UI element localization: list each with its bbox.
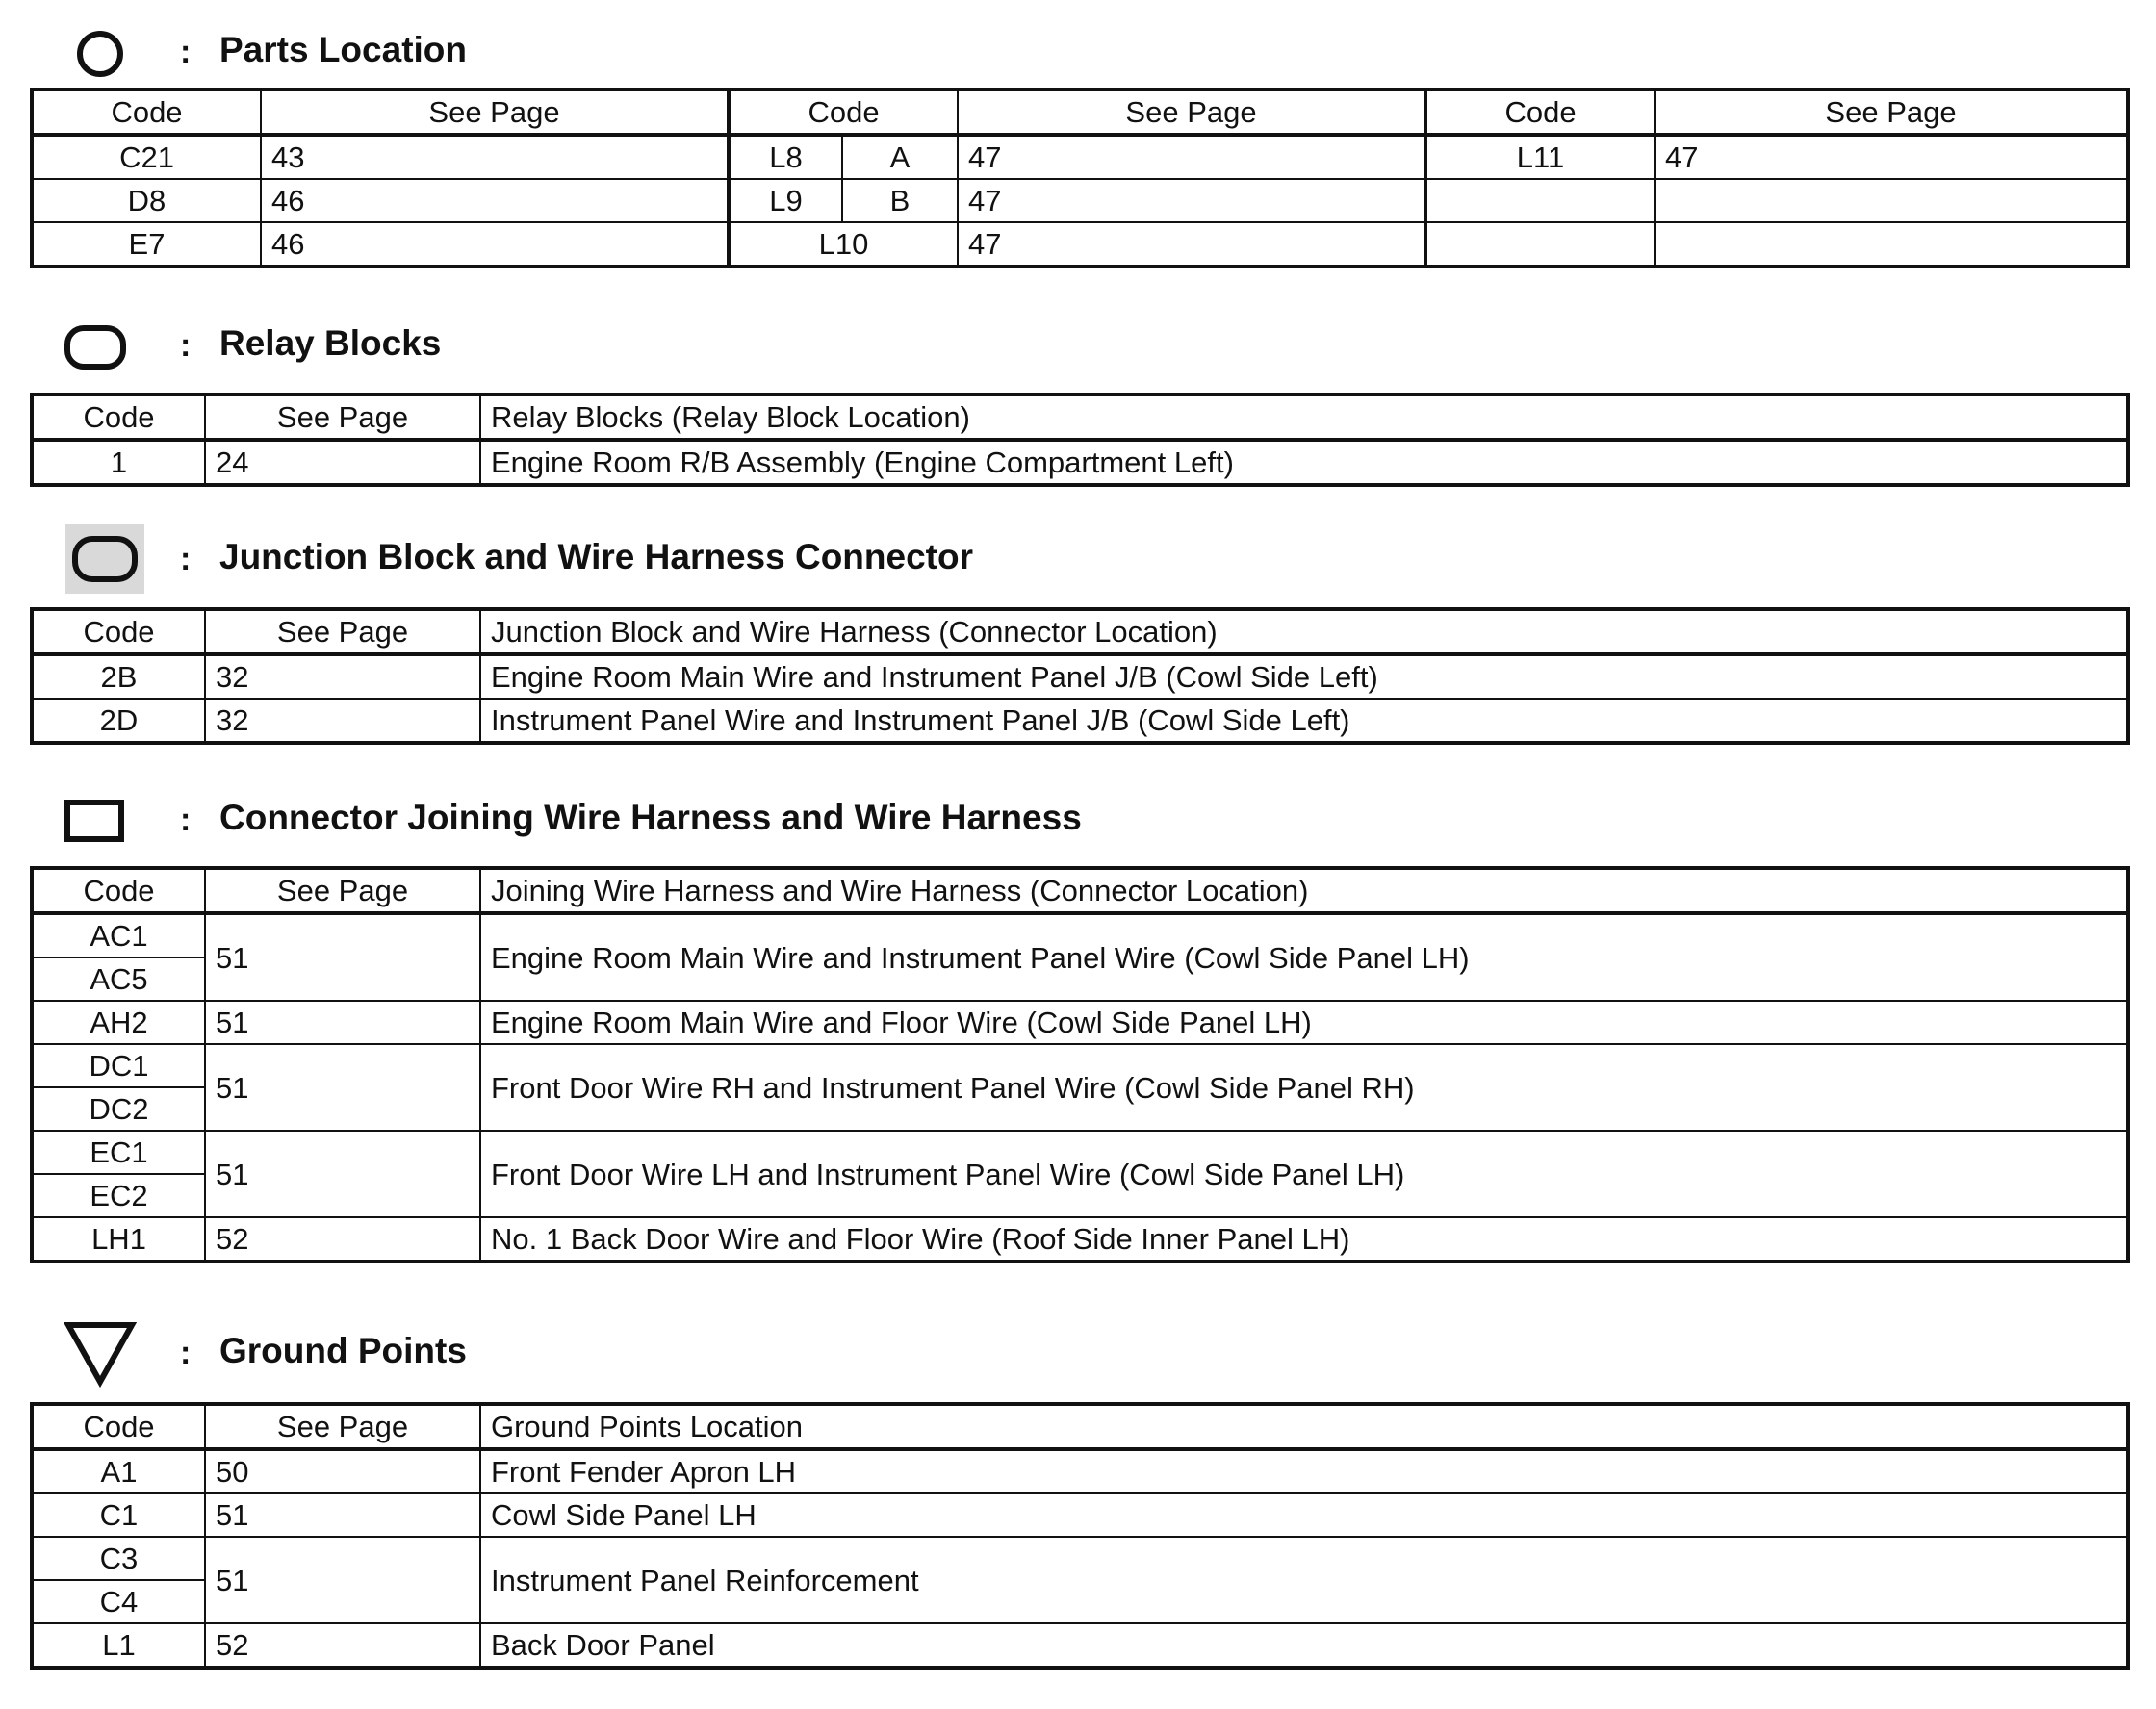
page-cell: 47 [958, 135, 1425, 179]
column-header: Junction Block and Wire Harness (Connector Location) [480, 609, 2128, 654]
code-cell: C3 [32, 1537, 205, 1580]
column-header: Code [1425, 89, 1655, 135]
table-header-row [32, 868, 2128, 913]
code-cell: L11 [1425, 135, 1655, 179]
code-cell: 2B [32, 654, 205, 699]
description-cell: Engine Room Main Wire and Floor Wire (Cowl Side Panel LH) [480, 1001, 2128, 1044]
table-row [32, 1623, 2128, 1668]
code-sub-cell: B [842, 179, 958, 222]
description-cell: Instrument Panel Wire and Instrument Panel J/B (Cowl Side Left) [480, 699, 2128, 743]
code-cell: A1 [32, 1449, 205, 1493]
column-header: Relay Blocks (Relay Block Location) [480, 395, 2128, 440]
code-sub-cell: A [842, 135, 958, 179]
column-header: Ground Points Location [480, 1404, 2128, 1449]
description-cell: Cowl Side Panel LH [480, 1493, 2128, 1537]
section-title: Junction Block and Wire Harness Connector [219, 537, 973, 576]
description-cell: Front Fender Apron LH [480, 1449, 2128, 1493]
column-header: Joining Wire Harness and Wire Harness (Connector Location) [480, 868, 2128, 913]
table-row [32, 1493, 2128, 1537]
code-cell [1425, 179, 1655, 222]
code-cell: E7 [32, 222, 261, 267]
description-cell: Engine Room Main Wire and Instrument Panel J/B (Cowl Side Left) [480, 654, 2128, 699]
table-header-row [32, 609, 2128, 654]
page-cell: 43 [261, 135, 729, 179]
code-cell: C4 [32, 1580, 205, 1623]
column-header: Code [32, 868, 205, 913]
relay-blocks-header [0, 313, 2156, 380]
table-row [32, 222, 2128, 267]
page-cell: 51 [205, 1044, 480, 1131]
code-cell: DC2 [32, 1087, 205, 1131]
code-cell: AC1 [32, 913, 205, 957]
page-cell: 51 [205, 1537, 480, 1623]
page-cell: 52 [205, 1217, 480, 1262]
table-row [32, 1131, 2128, 1174]
page-cell [1655, 179, 2128, 222]
page-cell: 47 [958, 222, 1425, 267]
connector-joining-header [0, 787, 2156, 854]
page-cell: 51 [205, 913, 480, 1001]
code-cell: AH2 [32, 1001, 205, 1044]
page-cell: 32 [205, 654, 480, 699]
column-header: See Page [1655, 89, 2128, 135]
ground-points-table [30, 1402, 2130, 1670]
description-cell: Back Door Panel [480, 1623, 2128, 1668]
description-cell: No. 1 Back Door Wire and Floor Wire (Roof Side Inner Panel LH) [480, 1217, 2128, 1262]
table-row [32, 1001, 2128, 1044]
section-title: Connector Joining Wire Harness and Wire Harness [219, 798, 1082, 837]
page-cell: 50 [205, 1449, 480, 1493]
page-cell: 52 [205, 1623, 480, 1668]
circle-icon [75, 29, 125, 79]
code-cell: L9 [729, 179, 842, 222]
junction-block-table [30, 607, 2130, 745]
description-cell: Engine Room Main Wire and Instrument Panel Wire (Cowl Side Panel LH) [480, 913, 2128, 1001]
column-header: See Page [205, 868, 480, 913]
table-row [32, 440, 2128, 485]
table-row [32, 1449, 2128, 1493]
section-colon: : [180, 34, 192, 70]
code-cell: AC5 [32, 957, 205, 1001]
column-header: See Page [205, 609, 480, 654]
section-colon: : [180, 1335, 192, 1371]
section-colon: : [180, 802, 192, 838]
shaded-rounded-rectangle-icon [65, 524, 144, 594]
ground-points-header [0, 1320, 2156, 1388]
code-cell: EC2 [32, 1174, 205, 1217]
section-title: Parts Location [219, 30, 467, 69]
code-cell: L8 [729, 135, 842, 179]
code-cell: L1 [32, 1623, 205, 1668]
table-row [32, 699, 2128, 743]
table-row [32, 179, 2128, 222]
table-row [32, 654, 2128, 699]
description-cell: Instrument Panel Reinforcement [480, 1537, 2128, 1623]
page-cell: 24 [205, 440, 480, 485]
column-header: Code [729, 89, 958, 135]
table-header-row [32, 395, 2128, 440]
code-cell: C1 [32, 1493, 205, 1537]
section-title: Ground Points [219, 1331, 467, 1370]
page-cell: 51 [205, 1001, 480, 1044]
column-header: See Page [205, 1404, 480, 1449]
column-header: See Page [205, 395, 480, 440]
description-cell: Front Door Wire RH and Instrument Panel Wire (Cowl Side Panel RH) [480, 1044, 2128, 1131]
junction-block-header [0, 524, 2156, 592]
code-cell: L10 [729, 222, 958, 267]
section-title: Relay Blocks [219, 323, 442, 363]
description-cell: Front Door Wire LH and Instrument Panel Wire (Cowl Side Panel LH) [480, 1131, 2128, 1217]
table-row [32, 913, 2128, 957]
page-cell: 46 [261, 179, 729, 222]
table-row [32, 135, 2128, 179]
connector-joining-table [30, 866, 2130, 1263]
page-cell [1655, 222, 2128, 267]
code-cell: C21 [32, 135, 261, 179]
code-cell: 2D [32, 699, 205, 743]
page-cell: 51 [205, 1493, 480, 1537]
column-header: See Page [958, 89, 1425, 135]
rectangle-icon [64, 799, 125, 845]
table-row [32, 1537, 2128, 1580]
triangle-icon [64, 1320, 137, 1388]
rounded-rectangle-icon [64, 324, 127, 370]
parts-location-header [0, 19, 2156, 87]
code-cell: D8 [32, 179, 261, 222]
section-colon: : [180, 327, 192, 364]
parts-location-table [30, 88, 2130, 268]
table-header-row [32, 89, 2128, 135]
section-colon: : [180, 541, 192, 577]
page-cell: 51 [205, 1131, 480, 1217]
code-cell: 1 [32, 440, 205, 485]
table-row [32, 1044, 2128, 1087]
page-cell: 47 [1655, 135, 2128, 179]
table-header-row [32, 1404, 2128, 1449]
column-header: Code [32, 609, 205, 654]
page-cell: 46 [261, 222, 729, 267]
code-cell: DC1 [32, 1044, 205, 1087]
column-header: Code [32, 89, 261, 135]
column-header: Code [32, 395, 205, 440]
description-cell: Engine Room R/B Assembly (Engine Compartment Left) [480, 440, 2128, 485]
code-cell: EC1 [32, 1131, 205, 1174]
table-row [32, 1217, 2128, 1262]
code-cell: LH1 [32, 1217, 205, 1262]
page-cell: 32 [205, 699, 480, 743]
relay-blocks-table [30, 393, 2130, 487]
page-cell: 47 [958, 179, 1425, 222]
code-cell [1425, 222, 1655, 267]
column-header: See Page [261, 89, 729, 135]
column-header: Code [32, 1404, 205, 1449]
